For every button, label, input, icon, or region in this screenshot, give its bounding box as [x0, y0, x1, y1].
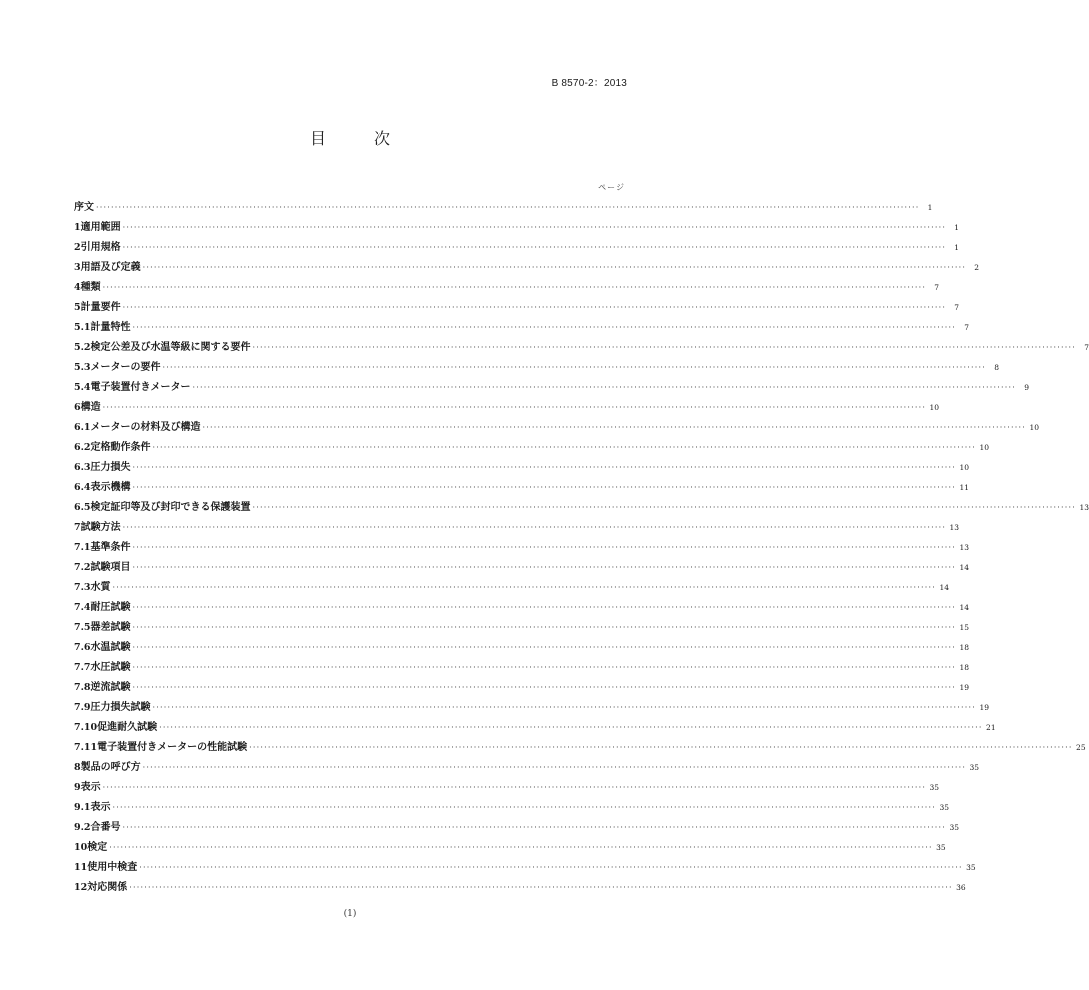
toc-entry[interactable]	[74, 278, 940, 298]
toc-entry[interactable]	[74, 818, 959, 838]
toc-entry[interactable]	[74, 878, 966, 898]
toc-entry[interactable]	[74, 798, 949, 818]
toc-section-title: 表示	[90, 802, 111, 813]
toc-page-number: 14	[959, 603, 969, 612]
dot-leader: ····························································································································································································································	[112, 583, 936, 592]
dot-leader: ····························································································································································································································	[252, 503, 1076, 512]
toc-section-number: 7.9	[74, 702, 91, 713]
dot-leader: ····························································································································································································································	[122, 303, 947, 312]
toc-section-title: 計量特性	[90, 322, 131, 333]
toc-page-number: 35	[966, 863, 976, 872]
toc-section-number: 2	[74, 242, 81, 253]
toc-section-number: 7	[74, 522, 81, 533]
toc-section-number: 7.2	[74, 562, 91, 573]
dot-leader: ····························································································································································································································	[159, 723, 983, 732]
toc-page-number: 18	[959, 643, 969, 652]
toc-entry[interactable]	[74, 418, 1039, 438]
dot-leader: ····························································································································································································································	[132, 623, 956, 632]
toc-page-number: 8	[994, 363, 999, 372]
dot-leader: ····························································································································································································································	[122, 223, 947, 232]
toc-section-number: 12	[74, 882, 88, 893]
toc-section-number: 10	[74, 842, 88, 853]
dot-leader: ····························································································································································································································	[152, 443, 976, 452]
toc-section-number: 7.8	[74, 682, 91, 693]
toc-section-title: 引用規格	[80, 242, 121, 253]
toc-section-title: 検定公差及び水温等級に関する要件	[90, 342, 251, 353]
toc-page-number: 10	[929, 403, 940, 412]
page-title: 目 次	[309, 129, 406, 148]
toc-entry[interactable]	[74, 498, 1089, 518]
toc-page-number: 35	[969, 763, 980, 772]
toc-page-number: 7	[954, 303, 960, 312]
toc-page-number: 1	[954, 243, 960, 252]
toc-section-title: 構造	[80, 402, 101, 413]
toc-entry[interactable]	[74, 238, 960, 258]
toc-entry[interactable]	[74, 258, 980, 278]
toc-section-title: 検定証印等及び封印できる保護装置	[90, 502, 251, 513]
toc-section-title: 基準条件	[90, 542, 131, 553]
toc-entry[interactable]	[74, 678, 969, 698]
toc-section-number: 6.1	[74, 422, 91, 433]
dot-leader: ····························································································································································································································	[132, 323, 956, 332]
toc-page-number: 25	[1076, 743, 1086, 752]
toc-page-number: 35	[949, 823, 959, 832]
toc-section-title: 耐圧試験	[90, 602, 131, 613]
toc-section-title: 合番号	[90, 822, 121, 833]
toc-section-title: 表示	[80, 782, 101, 793]
dot-leader: ····························································································································································································································	[142, 763, 967, 772]
dot-leader: ····························································································································································································································	[129, 883, 953, 892]
toc-page-number: 36	[956, 883, 966, 892]
toc-section-number: 3	[74, 262, 81, 273]
toc-section-number: 7.3	[74, 582, 91, 593]
toc-section-number: 7.10	[74, 722, 98, 733]
dot-leader: ····························································································································································································································	[112, 803, 936, 812]
dot-leader: ····························································································································································································································	[122, 243, 947, 252]
toc-entry[interactable]	[74, 438, 989, 458]
table-of-contents	[74, 198, 1089, 898]
toc-section-number: 5.3	[74, 362, 91, 373]
toc-section-title: メーターの材料及び構造	[90, 422, 201, 433]
toc-entry[interactable]	[74, 598, 969, 618]
toc-entry[interactable]	[74, 218, 960, 238]
toc-page-number: 7	[964, 323, 969, 332]
toc-entry[interactable]	[74, 198, 933, 218]
toc-page-number: 18	[959, 663, 969, 672]
toc-entry[interactable]	[74, 538, 969, 558]
toc-entry[interactable]	[74, 478, 969, 498]
dot-leader: ····························································································································································································································	[132, 643, 956, 652]
toc-entry[interactable]	[74, 658, 969, 678]
toc-entry[interactable]	[74, 758, 980, 778]
toc-section-number: 8	[74, 762, 81, 773]
dot-leader: ····························································································································································································································	[102, 283, 927, 292]
toc-section-title: 検定	[87, 842, 108, 853]
toc-page-number: 10	[979, 443, 989, 452]
toc-section-number: 5	[74, 302, 81, 313]
toc-entry[interactable]	[74, 318, 969, 338]
toc-section-title: 序文	[74, 202, 94, 213]
toc-page-number: 14	[959, 563, 969, 572]
toc-section-title: 水質	[90, 582, 111, 593]
toc-section-number: 9.2	[74, 822, 91, 833]
toc-page-number: 19	[979, 703, 989, 712]
dot-leader: ····························································································································································································································	[122, 823, 946, 832]
dot-leader: ····························································································································································································································	[132, 563, 956, 572]
toc-section-number: 7.7	[74, 662, 91, 673]
toc-page-number: 35	[936, 843, 946, 852]
toc-entry[interactable]	[74, 638, 969, 658]
toc-section-title: 圧力損失試験	[90, 702, 151, 713]
dot-leader: ····························································································································································································································	[152, 703, 976, 712]
toc-section-title: 適用範囲	[80, 222, 121, 233]
toc-section-number: 5.2	[74, 342, 91, 353]
toc-page-number: 13	[1079, 503, 1089, 512]
toc-section-title: 水圧試験	[90, 662, 131, 673]
dot-leader: ····························································································································································································································	[202, 423, 1026, 432]
toc-page-number: 7	[934, 283, 940, 292]
toc-page-number: 19	[959, 683, 969, 692]
dot-leader: ····························································································································································································································	[96, 203, 920, 212]
toc-section-number: 7.1	[74, 542, 91, 553]
dot-leader: ····························································································································································································································	[132, 683, 956, 692]
toc-page-number: 2	[974, 263, 980, 272]
toc-section-title: 電子装置付きメーターの性能試験	[97, 742, 248, 753]
toc-section-number: 6.5	[74, 502, 91, 513]
toc-section-number: 9.1	[74, 802, 91, 813]
toc-entry[interactable]	[74, 838, 946, 858]
toc-page-number: 15	[959, 623, 969, 632]
toc-entry[interactable]	[74, 858, 976, 878]
toc-section-title: 対応関係	[87, 882, 128, 893]
dot-leader: ····························································································································································································································	[142, 263, 967, 272]
toc-entry[interactable]	[74, 738, 1086, 758]
dot-leader: ····························································································································································································································	[132, 483, 956, 492]
toc-entry[interactable]	[74, 398, 940, 418]
toc-section-title: 種類	[80, 282, 101, 293]
toc-page-number: 9	[1024, 383, 1029, 392]
dot-leader: ····························································································································································································································	[132, 663, 956, 672]
dot-leader: ····························································································································································································································	[109, 843, 933, 852]
toc-section-title: 水温試験	[90, 642, 131, 653]
toc-entry[interactable]	[74, 618, 969, 638]
toc-section-title: 表示機構	[90, 482, 131, 493]
dot-leader: ····························································································································································································································	[162, 363, 986, 372]
toc-entry[interactable]	[74, 378, 1029, 398]
toc-section-title: 用語及び定義	[80, 262, 141, 273]
toc-entry[interactable]	[74, 578, 949, 598]
toc-page-number: 7	[1084, 343, 1089, 352]
toc-page-number: 35	[939, 803, 949, 812]
toc-page-number: 21	[986, 723, 996, 732]
dot-leader: ····························································································································································································································	[249, 743, 1073, 752]
toc-entry[interactable]	[74, 698, 989, 718]
toc-section-number: 6.3	[74, 462, 91, 473]
toc-entry[interactable]	[74, 358, 999, 378]
toc-page-number: 14	[939, 583, 949, 592]
toc-section-number: 11	[74, 862, 88, 873]
toc-section-number: 5.4	[74, 382, 91, 393]
toc-section-title: メーターの要件	[90, 362, 161, 373]
dot-leader: ····························································································································································································································	[132, 463, 956, 472]
toc-section-title: 圧力損失	[90, 462, 131, 473]
toc-section-number: 6	[74, 402, 81, 413]
toc-section-title: 試験方法	[80, 522, 121, 533]
toc-section-number: 7.6	[74, 642, 91, 653]
dot-leader: ····························································································································································································································	[132, 603, 956, 612]
page-column-label: ページ	[598, 183, 625, 192]
toc-page-number: 1	[954, 223, 960, 232]
toc-page-number: 1	[927, 203, 933, 212]
standard-code: B 8570-2：2013	[551, 78, 627, 89]
toc-page-number: 10	[1029, 423, 1039, 432]
toc-section-title: 試験項目	[90, 562, 131, 573]
toc-page-number: 11	[959, 483, 969, 492]
toc-entry[interactable]	[74, 558, 969, 578]
toc-section-title: 計量要件	[80, 302, 121, 313]
toc-page-number: 10	[959, 463, 969, 472]
dot-leader: ····························································································································································································································	[102, 783, 927, 792]
toc-entry[interactable]	[74, 518, 960, 538]
toc-entry[interactable]	[74, 458, 969, 478]
dot-leader: ····························································································································································································································	[192, 383, 1016, 392]
toc-section-title: 使用中検査	[87, 862, 138, 873]
toc-section-number: 7.5	[74, 622, 91, 633]
toc-section-number: 1	[74, 222, 81, 233]
toc-section-number: 7.11	[74, 742, 98, 753]
toc-entry[interactable]	[74, 778, 940, 798]
toc-section-title: 電子装置付きメーター	[90, 382, 191, 393]
toc-section-number: 9	[74, 782, 81, 793]
toc-page-number: 13	[949, 523, 960, 532]
dot-leader: ····························································································································································································································	[102, 403, 927, 412]
toc-entry[interactable]	[74, 298, 960, 318]
toc-section-number: 5.1	[74, 322, 91, 333]
toc-page-number: 35	[929, 783, 940, 792]
toc-section-number: 4	[74, 282, 81, 293]
toc-section-title: 定格動作条件	[90, 442, 151, 453]
toc-section-number: 7.4	[74, 602, 91, 613]
toc-section-number: 6.2	[74, 442, 91, 453]
toc-section-title: 器差試験	[90, 622, 131, 633]
toc-entry[interactable]	[74, 718, 996, 738]
toc-section-number: 6.4	[74, 482, 91, 493]
dot-leader: ····························································································································································································································	[252, 343, 1076, 352]
page-number: (1)	[343, 909, 357, 919]
toc-section-title: 逆流試験	[90, 682, 131, 693]
dot-leader: ····························································································································································································································	[122, 523, 947, 532]
dot-leader: ····························································································································································································································	[139, 863, 963, 872]
toc-section-title: 促進耐久試験	[97, 722, 158, 733]
toc-section-title: 製品の呼び方	[80, 762, 141, 773]
dot-leader: ····························································································································································································································	[132, 543, 956, 552]
toc-entry[interactable]	[74, 338, 1089, 358]
toc-page-number: 13	[959, 543, 969, 552]
